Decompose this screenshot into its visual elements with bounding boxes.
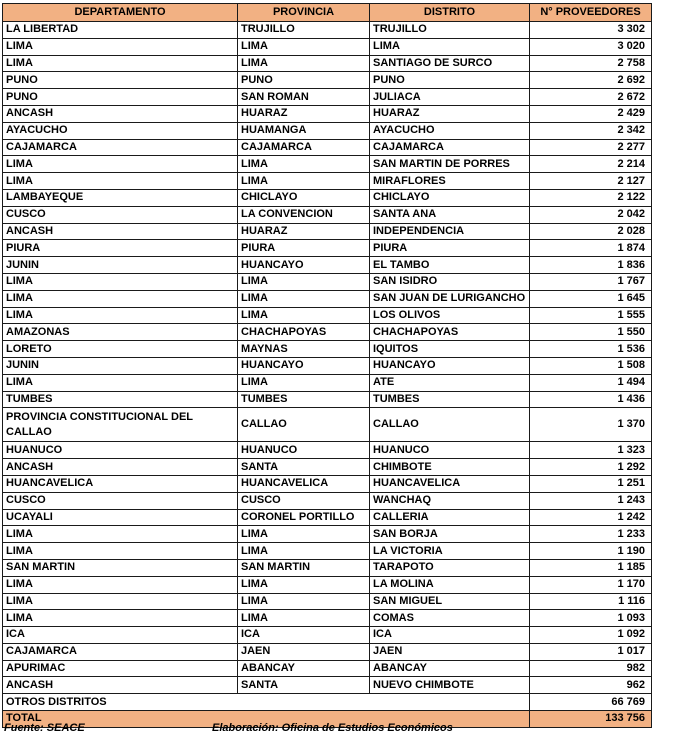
cell-departamento: LIMA [3, 307, 238, 324]
cell-departamento: LIMA [3, 593, 238, 610]
cell-distrito: SAN BORJA [370, 526, 530, 543]
cell-provincia: SANTA [238, 677, 370, 694]
cell-departamento: PUNO [3, 89, 238, 106]
cell-provincia: LIMA [238, 593, 370, 610]
table-row [3, 442, 652, 459]
cell-departamento: HUANUCO [3, 442, 238, 459]
cell-distrito: ABANCAY [370, 660, 530, 677]
cell-departamento: LIMA [3, 576, 238, 593]
cell-distrito: CHICLAYO [370, 189, 530, 206]
cell-distrito: SAN JUAN DE LURIGANCHO [370, 290, 530, 307]
cell-provincia: LIMA [238, 156, 370, 173]
cell-provincia: JAEN [238, 643, 370, 660]
cell-provincia: LIMA [238, 290, 370, 307]
cell-num-proveedores: 3 020 [530, 38, 652, 55]
cell-num-proveedores: 2 214 [530, 156, 652, 173]
cell-num-proveedores: 1 116 [530, 593, 652, 610]
cell-distrito: CALLERIA [370, 509, 530, 526]
cell-distrito: CHIMBOTE [370, 459, 530, 476]
cell-provincia: PIURA [238, 240, 370, 257]
cell-num-proveedores: 1 323 [530, 442, 652, 459]
cell-num-proveedores: 1 190 [530, 543, 652, 560]
cell-provincia: LIMA [238, 526, 370, 543]
table-row [3, 459, 652, 476]
cell-departamento: LIMA [3, 156, 238, 173]
table-row [3, 341, 652, 358]
table-row [3, 509, 652, 526]
cell-departamento: LIMA [3, 273, 238, 290]
cell-provincia: LIMA [238, 173, 370, 190]
cell-distrito: LIMA [370, 38, 530, 55]
cell-provincia: HUARAZ [238, 105, 370, 122]
cell-provincia: PUNO [238, 72, 370, 89]
header-num-proveedores: N° PROVEEDORES [530, 4, 652, 22]
table-row [3, 290, 652, 307]
cell-departamento: LIMA [3, 290, 238, 307]
cell-departamento: JUNIN [3, 257, 238, 274]
cell-num-proveedores: 1 093 [530, 610, 652, 627]
cell-distrito: SAN ISIDRO [370, 273, 530, 290]
cell-num-proveedores: 3 302 [530, 22, 652, 39]
cell-distrito: AYACUCHO [370, 122, 530, 139]
table-row [3, 240, 652, 257]
cell-num-proveedores: 2 672 [530, 89, 652, 106]
table-row [3, 610, 652, 627]
cell-departamento: AYACUCHO [3, 122, 238, 139]
cell-provincia: HUANCAYO [238, 357, 370, 374]
cell-num-proveedores: 2 122 [530, 189, 652, 206]
cell-provincia: LIMA [238, 55, 370, 72]
cell-departamento: CUSCO [3, 492, 238, 509]
cell-departamento: LIMA [3, 38, 238, 55]
header-provincia: PROVINCIA [238, 4, 370, 22]
cell-provincia: CHACHAPOYAS [238, 324, 370, 341]
cell-distrito: TRUJILLO [370, 22, 530, 39]
table-row [3, 627, 652, 644]
cell-departamento: PIURA [3, 240, 238, 257]
cell-provincia: TRUJILLO [238, 22, 370, 39]
cell-provincia: LIMA [238, 576, 370, 593]
cell-num-proveedores: 1 508 [530, 357, 652, 374]
table-row [3, 543, 652, 560]
table-row [3, 677, 652, 694]
cell-num-proveedores: 1 243 [530, 492, 652, 509]
cell-departamento: CUSCO [3, 206, 238, 223]
cell-distrito: IQUITOS [370, 341, 530, 358]
table-row [3, 526, 652, 543]
table-row [3, 156, 652, 173]
cell-distrito: HUANCAYO [370, 357, 530, 374]
cell-departamento: LIMA [3, 543, 238, 560]
providers-table-container [2, 3, 651, 728]
table-row [3, 357, 652, 374]
cell-num-proveedores: 1 292 [530, 459, 652, 476]
cell-distrito: EL TAMBO [370, 257, 530, 274]
table-row [3, 55, 652, 72]
table-row [3, 307, 652, 324]
cell-distrito: HUANCAVELICA [370, 475, 530, 492]
table-row [3, 660, 652, 677]
cell-provincia: CAJAMARCA [238, 139, 370, 156]
cell-provincia: SAN ROMAN [238, 89, 370, 106]
cell-num-proveedores: 1 645 [530, 290, 652, 307]
cell-distrito: ICA [370, 627, 530, 644]
cell-provincia: CHICLAYO [238, 189, 370, 206]
cell-provincia: LA CONVENCION [238, 206, 370, 223]
cell-num-proveedores: 1 370 [530, 408, 652, 442]
providers-table [2, 3, 652, 728]
cell-departamento: APURIMAC [3, 660, 238, 677]
table-row [3, 273, 652, 290]
cell-distrito: SAN MARTIN DE PORRES [370, 156, 530, 173]
cell-departamento: ANCASH [3, 105, 238, 122]
table-row [3, 324, 652, 341]
table-row [3, 643, 652, 660]
cell-num-proveedores: 1 170 [530, 576, 652, 593]
table-row [3, 139, 652, 156]
cell-departamento: LIMA [3, 610, 238, 627]
table-row [3, 105, 652, 122]
table-body [3, 22, 652, 728]
cell-distrito: LA VICTORIA [370, 543, 530, 560]
cell-departamento: CAJAMARCA [3, 139, 238, 156]
cell-distrito: MIRAFLORES [370, 173, 530, 190]
cell-distrito: TUMBES [370, 391, 530, 408]
header-distrito: DISTRITO [370, 4, 530, 22]
table-header-row [3, 4, 652, 22]
cell-provincia: CORONEL PORTILLO [238, 509, 370, 526]
cell-departamento: LAMBAYEQUE [3, 189, 238, 206]
cell-num-proveedores: 1 233 [530, 526, 652, 543]
table-row [3, 492, 652, 509]
cell-num-proveedores: 2 342 [530, 122, 652, 139]
table-row [3, 122, 652, 139]
cell-distrito: TARAPOTO [370, 559, 530, 576]
cell-distrito: SANTIAGO DE SURCO [370, 55, 530, 72]
otros-label: OTROS DISTRITOS [3, 694, 530, 711]
cell-num-proveedores: 1 185 [530, 559, 652, 576]
table-row [3, 22, 652, 39]
cell-provincia: HUANCAVELICA [238, 475, 370, 492]
cell-num-proveedores: 1 242 [530, 509, 652, 526]
cell-departamento: PROVINCIA CONSTITUCIONAL DEL CALLAO [3, 408, 238, 442]
cell-provincia: LIMA [238, 543, 370, 560]
cell-departamento: LIMA [3, 374, 238, 391]
table-row [3, 593, 652, 610]
cell-distrito: CAJAMARCA [370, 139, 530, 156]
cell-distrito: COMAS [370, 610, 530, 627]
cell-provincia: LIMA [238, 307, 370, 324]
cell-provincia: TUMBES [238, 391, 370, 408]
cell-distrito: PUNO [370, 72, 530, 89]
cell-num-proveedores: 1 251 [530, 475, 652, 492]
cell-distrito: SAN MIGUEL [370, 593, 530, 610]
table-row [3, 89, 652, 106]
cell-num-proveedores: 982 [530, 660, 652, 677]
cell-distrito: LOS OLIVOS [370, 307, 530, 324]
cell-distrito: INDEPENDENCIA [370, 223, 530, 240]
cell-num-proveedores: 962 [530, 677, 652, 694]
cell-provincia: HUANUCO [238, 442, 370, 459]
cell-num-proveedores: 2 692 [530, 72, 652, 89]
total-value: 133 756 [530, 711, 652, 728]
cell-provincia: HUAMANGA [238, 122, 370, 139]
cell-distrito: SANTA ANA [370, 206, 530, 223]
table-row [3, 374, 652, 391]
cell-distrito: PIURA [370, 240, 530, 257]
cell-distrito: JAEN [370, 643, 530, 660]
cell-num-proveedores: 1 494 [530, 374, 652, 391]
cell-departamento: ANCASH [3, 677, 238, 694]
otros-distritos-row [3, 694, 652, 711]
cell-num-proveedores: 2 429 [530, 105, 652, 122]
cell-distrito: LA MOLINA [370, 576, 530, 593]
cell-num-proveedores: 1 092 [530, 627, 652, 644]
cell-distrito: HUARAZ [370, 105, 530, 122]
cell-departamento: LIMA [3, 55, 238, 72]
cell-num-proveedores: 1 017 [530, 643, 652, 660]
cell-distrito: JULIACA [370, 89, 530, 106]
cell-departamento: ANCASH [3, 223, 238, 240]
table-row [3, 391, 652, 408]
cell-provincia: SAN MARTIN [238, 559, 370, 576]
cell-provincia: LIMA [238, 610, 370, 627]
cell-provincia: LIMA [238, 38, 370, 55]
cell-departamento: LIMA [3, 173, 238, 190]
cell-departamento: UCAYALI [3, 509, 238, 526]
cell-distrito: CHACHAPOYAS [370, 324, 530, 341]
table-row [3, 223, 652, 240]
cell-distrito: CALLAO [370, 408, 530, 442]
cell-num-proveedores: 2 277 [530, 139, 652, 156]
table-row [3, 559, 652, 576]
cell-distrito: WANCHAQ [370, 492, 530, 509]
cell-departamento: LA LIBERTAD [3, 22, 238, 39]
cell-departamento: ANCASH [3, 459, 238, 476]
table-row [3, 408, 652, 442]
cell-num-proveedores: 1 767 [530, 273, 652, 290]
cell-num-proveedores: 2 127 [530, 173, 652, 190]
cell-provincia: LIMA [238, 273, 370, 290]
cell-num-proveedores: 2 042 [530, 206, 652, 223]
cell-departamento: LORETO [3, 341, 238, 358]
elaboration-note: Elaboración: Oficina de Estudios Económicos [212, 722, 453, 734]
cell-num-proveedores: 1 836 [530, 257, 652, 274]
table-row [3, 189, 652, 206]
cell-departamento: TUMBES [3, 391, 238, 408]
cell-num-proveedores: 1 436 [530, 391, 652, 408]
cell-provincia: MAYNAS [238, 341, 370, 358]
cell-num-proveedores: 2 028 [530, 223, 652, 240]
header-departamento: DEPARTAMENTO [3, 4, 238, 22]
cell-distrito: NUEVO CHIMBOTE [370, 677, 530, 694]
total-label: TOTAL [3, 711, 530, 728]
cell-provincia: SANTA [238, 459, 370, 476]
cell-departamento: LIMA [3, 526, 238, 543]
source-note: Fuente: SEACE [4, 722, 85, 734]
cell-distrito: ATE [370, 374, 530, 391]
cell-departamento: SAN MARTIN [3, 559, 238, 576]
table-row [3, 38, 652, 55]
table-row [3, 72, 652, 89]
cell-departamento: AMAZONAS [3, 324, 238, 341]
cell-departamento: PUNO [3, 72, 238, 89]
cell-provincia: HUANCAYO [238, 257, 370, 274]
cell-provincia: CALLAO [238, 408, 370, 442]
cell-provincia: CUSCO [238, 492, 370, 509]
cell-provincia: ABANCAY [238, 660, 370, 677]
cell-distrito: HUANUCO [370, 442, 530, 459]
table-row [3, 257, 652, 274]
table-row [3, 173, 652, 190]
cell-num-proveedores: 1 555 [530, 307, 652, 324]
cell-departamento: JUNIN [3, 357, 238, 374]
cell-provincia: HUARAZ [238, 223, 370, 240]
cell-departamento: CAJAMARCA [3, 643, 238, 660]
cell-num-proveedores: 1 536 [530, 341, 652, 358]
cell-num-proveedores: 2 758 [530, 55, 652, 72]
cell-num-proveedores: 1 874 [530, 240, 652, 257]
table-row [3, 206, 652, 223]
otros-value: 66 769 [530, 694, 652, 711]
cell-provincia: LIMA [238, 374, 370, 391]
table-row [3, 475, 652, 492]
cell-departamento: ICA [3, 627, 238, 644]
cell-num-proveedores: 1 550 [530, 324, 652, 341]
table-row [3, 576, 652, 593]
cell-provincia: ICA [238, 627, 370, 644]
cell-departamento: HUANCAVELICA [3, 475, 238, 492]
